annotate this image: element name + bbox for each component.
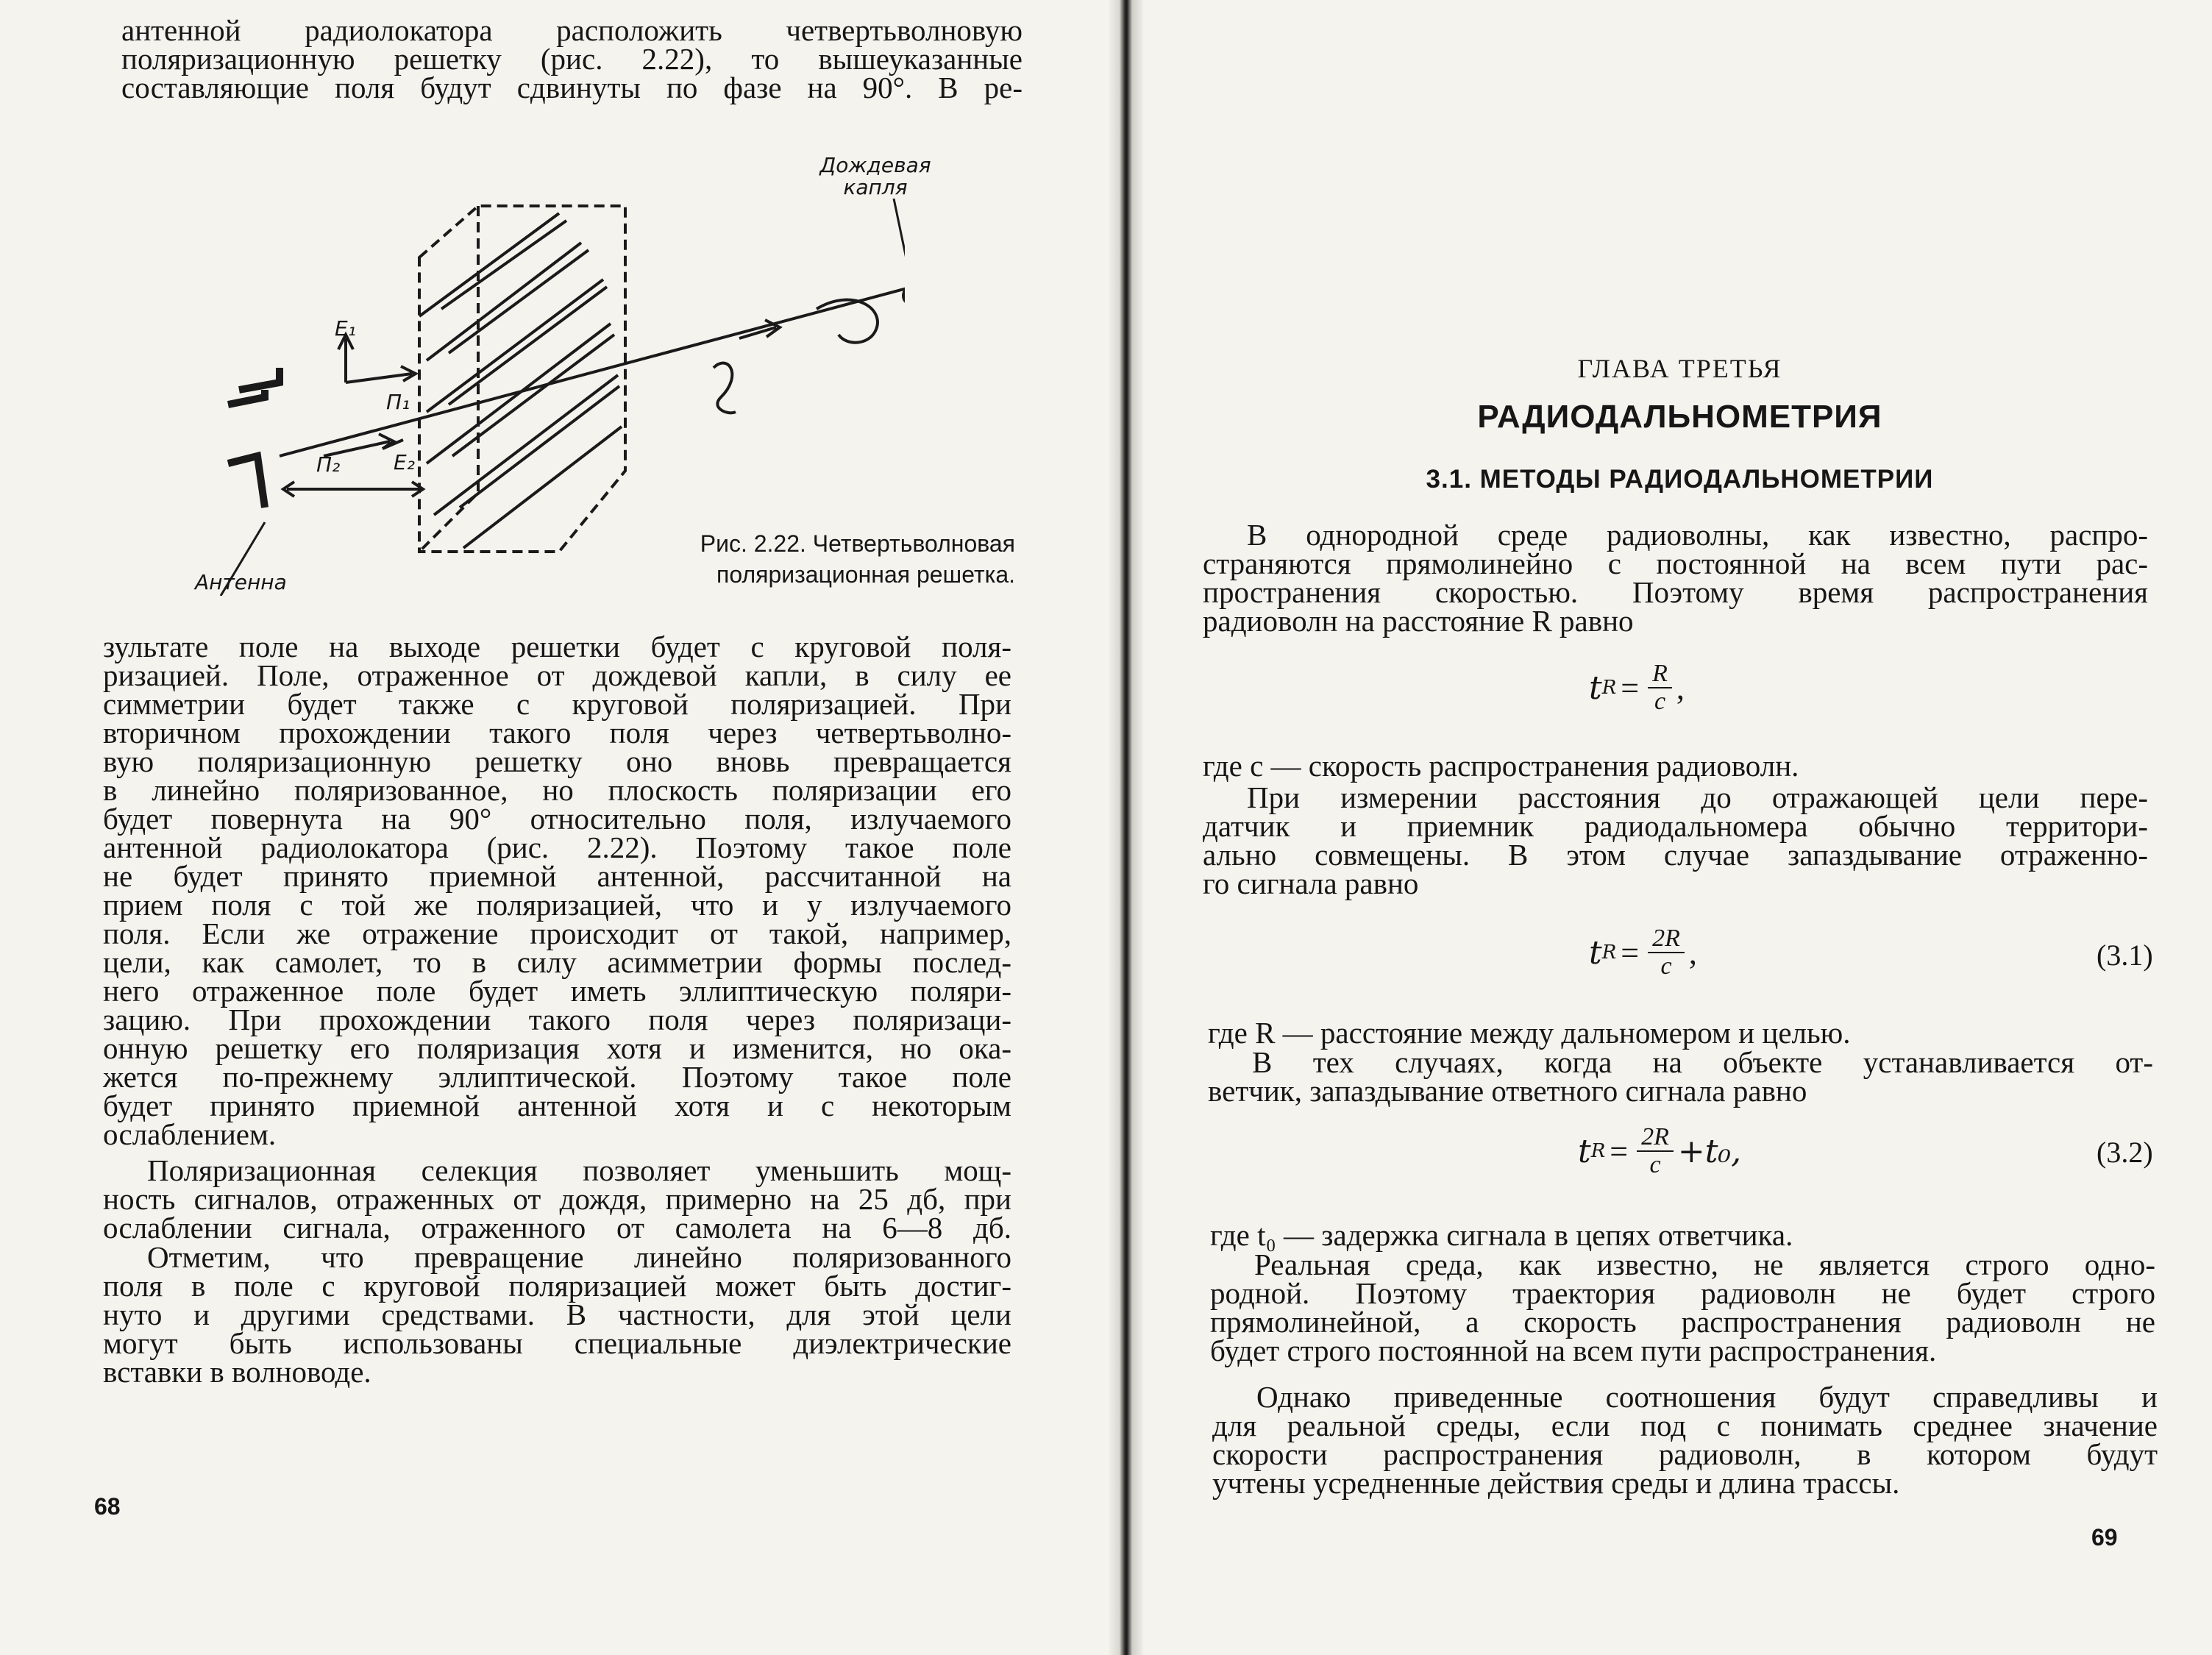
grating-front-face [478, 206, 625, 471]
text-line: ризацией. Поле, отраженное от дождевой капли, в силу ее [103, 658, 1011, 692]
label-rain-drop: Дождевая капля [819, 153, 931, 199]
label-e1: E₁ [335, 316, 356, 341]
text-line: не будет принято приемной антенной, рассчитанной на [103, 859, 1011, 893]
formula-sub: R [1601, 677, 1617, 699]
text-line: ослаблении сигнала, отраженного от самолета на 6—8 дб. [103, 1211, 1011, 1245]
text-line: в линейно поляризованное, но плоскость поляризации его [103, 773, 1011, 807]
grating-box-outline [419, 206, 625, 552]
text-line: ослаблением. [103, 1117, 277, 1151]
distance-arrow [283, 482, 423, 496]
label-e2: E₂ [394, 450, 415, 474]
antenna-horn-upper [239, 368, 280, 390]
conclusion-paragraph [1212, 1380, 2158, 1500]
text-line: В тех случаях, когда на объекте устанавливается от- [1252, 1045, 2153, 1079]
text-line: страняются прямолинейно с постоянной на всем пути рас- [1203, 547, 2148, 580]
text-line: Однако приведенные соотношения будут справедливы и [1256, 1380, 2158, 1414]
text-line: где t₀ — задержка сигнала в цепях ответчика. [1210, 1218, 1793, 1252]
selection-paragraph [103, 1153, 1011, 1245]
page-number-left: 68 [94, 1493, 121, 1520]
text-line: антенной радиолокатора (рис. 2.22). Поэтому такое поле [103, 830, 1011, 864]
text-line: Отметим, что превращение линейно поляризованного [147, 1240, 1011, 1274]
figure-caption [662, 528, 1015, 590]
text-line: датчик и приемник радиодальномера обычно территори- [1203, 809, 2148, 843]
text-line: где c — скорость распространения радиоволн. [1203, 749, 1799, 783]
label-p2: П₂ [316, 452, 341, 477]
formula-3-2: t R = $\frac{2R}{c}$ +t₀, [1578, 1123, 1742, 1178]
text-line: прямолинейной, а скорость распространения радиоволн не [1210, 1305, 2155, 1339]
circular-arrow-2 [817, 300, 878, 343]
text-line: могут быть использованы специальные диэлектрические [103, 1326, 1011, 1360]
right-page [1148, 0, 2212, 1655]
grating-strip [441, 221, 566, 309]
text-line: онную решетку его поляризация хотя и изменится, но ока- [103, 1031, 1011, 1065]
fraction: $\frac{R}{c}$ [1648, 661, 1672, 715]
text-line: ность сигналов, отраженных от дождя, примерно на 25 дб, при [103, 1182, 1011, 1216]
caption-line: Рис. 2.22. Четвертьволновая [700, 530, 1015, 557]
text-line: Поляризационная селекция позволяет уменьшить мощ- [147, 1153, 1011, 1187]
equation-number: (3.1) [2097, 939, 2153, 972]
measurement-paragraph [1203, 780, 2148, 900]
beam-line [280, 287, 905, 456]
fraction: $\frac{2R}{c}$ [1648, 925, 1685, 980]
p1-arrow [346, 366, 416, 382]
speed-note [1203, 749, 2148, 783]
intro-paragraph [121, 13, 1023, 104]
text-line: вую поляризационную решетку оно вновь превращается [103, 744, 1011, 778]
formula-tail: , [1676, 669, 1685, 706]
real-medium-paragraph [1210, 1250, 2155, 1365]
label-p1: П₁ [386, 390, 410, 414]
text-line: антенной радиолокатора расположить четвертьволновую [121, 13, 1023, 47]
circular-arrow-1 [714, 363, 736, 413]
book-gutter [1109, 0, 1143, 1655]
text-line: поля в поле с круговой поляризацией может быть достиг- [103, 1269, 1011, 1303]
text-line: радиоволн на расстояние R равно [1203, 604, 1634, 638]
text-line: В однородной среде радиоволны, как известно, распро- [1247, 518, 2148, 552]
page-number-right: 69 [2091, 1524, 2118, 1551]
left-page [0, 0, 1103, 1655]
text-line: скорости распространения радиоволн, в котором будут [1212, 1437, 2158, 1471]
formula-3-1: t R = $\frac{2R}{c}$ , [1589, 925, 1697, 980]
distance-note [1208, 1016, 2153, 1050]
text-line: родной. Поэтому траектория радиоволн не будет строго [1210, 1276, 2155, 1310]
antenna-horn [228, 390, 265, 508]
text-line: ветчик, запаздывание ответного сигнала равно [1208, 1074, 1807, 1108]
text-line: где R — расстояние между дальномером и целью. [1208, 1016, 1851, 1050]
e1-arrow [338, 335, 353, 382]
formula-tr: t R = $\frac{R}{c}$ , [1589, 660, 1685, 715]
section-title: 3.1. МЕТОДЫ РАДИОДАЛЬНОМЕТРИИ [1426, 465, 1934, 494]
text-line: цели, как самолет, то в силу асимметрии формы послед- [103, 945, 1011, 979]
text-line: для реальной среды, если под c понимать среднее значение [1212, 1409, 2158, 1442]
grating-strip [449, 250, 588, 353]
text-line: составляющие поля будут сдвинуты по фазе на 90°. В ре- [121, 71, 1023, 104]
figure-quarter-wave-grating [169, 140, 905, 596]
text-line: вставки в волноводе. [103, 1355, 371, 1389]
text-line: ально совмещены. В этом случае запаздывание отраженно- [1203, 838, 2148, 872]
equation-number: (3.2) [2097, 1136, 2153, 1169]
delay-note [1210, 1218, 2155, 1252]
text-line: жется по-прежнему эллиптической. Поэтому такое поле [103, 1060, 1011, 1094]
text-line: зацию. При прохождении такого поля через поляризаци- [103, 1003, 1011, 1036]
text-line: поляризационную решетку (рис. 2.22), то вышеуказанные [121, 42, 1023, 76]
transponder-paragraph [1208, 1045, 2153, 1108]
text-line: При измерении расстояния до отражающей цели пере- [1247, 780, 2148, 814]
label-antenna: Антенна [195, 570, 287, 594]
formula-lhs: t [1589, 669, 1602, 707]
text-line: нуто и другими средствами. В частности, для этой цели [103, 1298, 1011, 1331]
body-paragraph [103, 630, 1011, 1151]
text-line: будет принято приемной антенной хотя и с некоторым [103, 1089, 1011, 1122]
text-line: прием поля с той же поляризацией, что и у излучаемого [103, 888, 1011, 922]
text-line: вторичном прохождении такого поля через четвертьволно- [103, 716, 1011, 750]
text-line: го сигнала равно [1203, 866, 1419, 900]
text-line: него отраженное поле будет иметь эллиптическую поляри- [103, 974, 1011, 1008]
text-line: будет строго постоянной на всем пути распространения. [1210, 1334, 1937, 1367]
rain-drop-leader [894, 199, 905, 287]
text-line: поля. Если же отражение происходит от такой, например, [103, 917, 1011, 950]
chapter-title: РАДИОДАЛЬНОМЕТРИЯ [1477, 399, 1882, 435]
text-line: симметрии будет также с круговой поляризацией. При [103, 687, 1011, 721]
text-line: учтены усредненные действия среды и длина трассы. [1212, 1466, 1900, 1500]
text-line: будет повернута на 90° относительно поля, излучаемого [103, 802, 1011, 836]
text-line: зультате поле на выходе решетки будет с круговой поля- [103, 630, 1011, 663]
text-line: Реальная среда, как известно, не является строго одно- [1254, 1248, 2155, 1281]
chapter-label: ГЛАВА ТРЕТЬЯ [1577, 354, 1782, 383]
text-line: пространения скоростью. Поэтому время распространения [1203, 575, 2148, 609]
caption-line: поляризационная решетка. [716, 561, 1015, 588]
fraction: $\frac{2R}{c}$ [1637, 1124, 1674, 1178]
intro-paragraph [1203, 518, 2148, 638]
grating-strip [419, 213, 559, 316]
conversion-paragraph [103, 1240, 1011, 1389]
